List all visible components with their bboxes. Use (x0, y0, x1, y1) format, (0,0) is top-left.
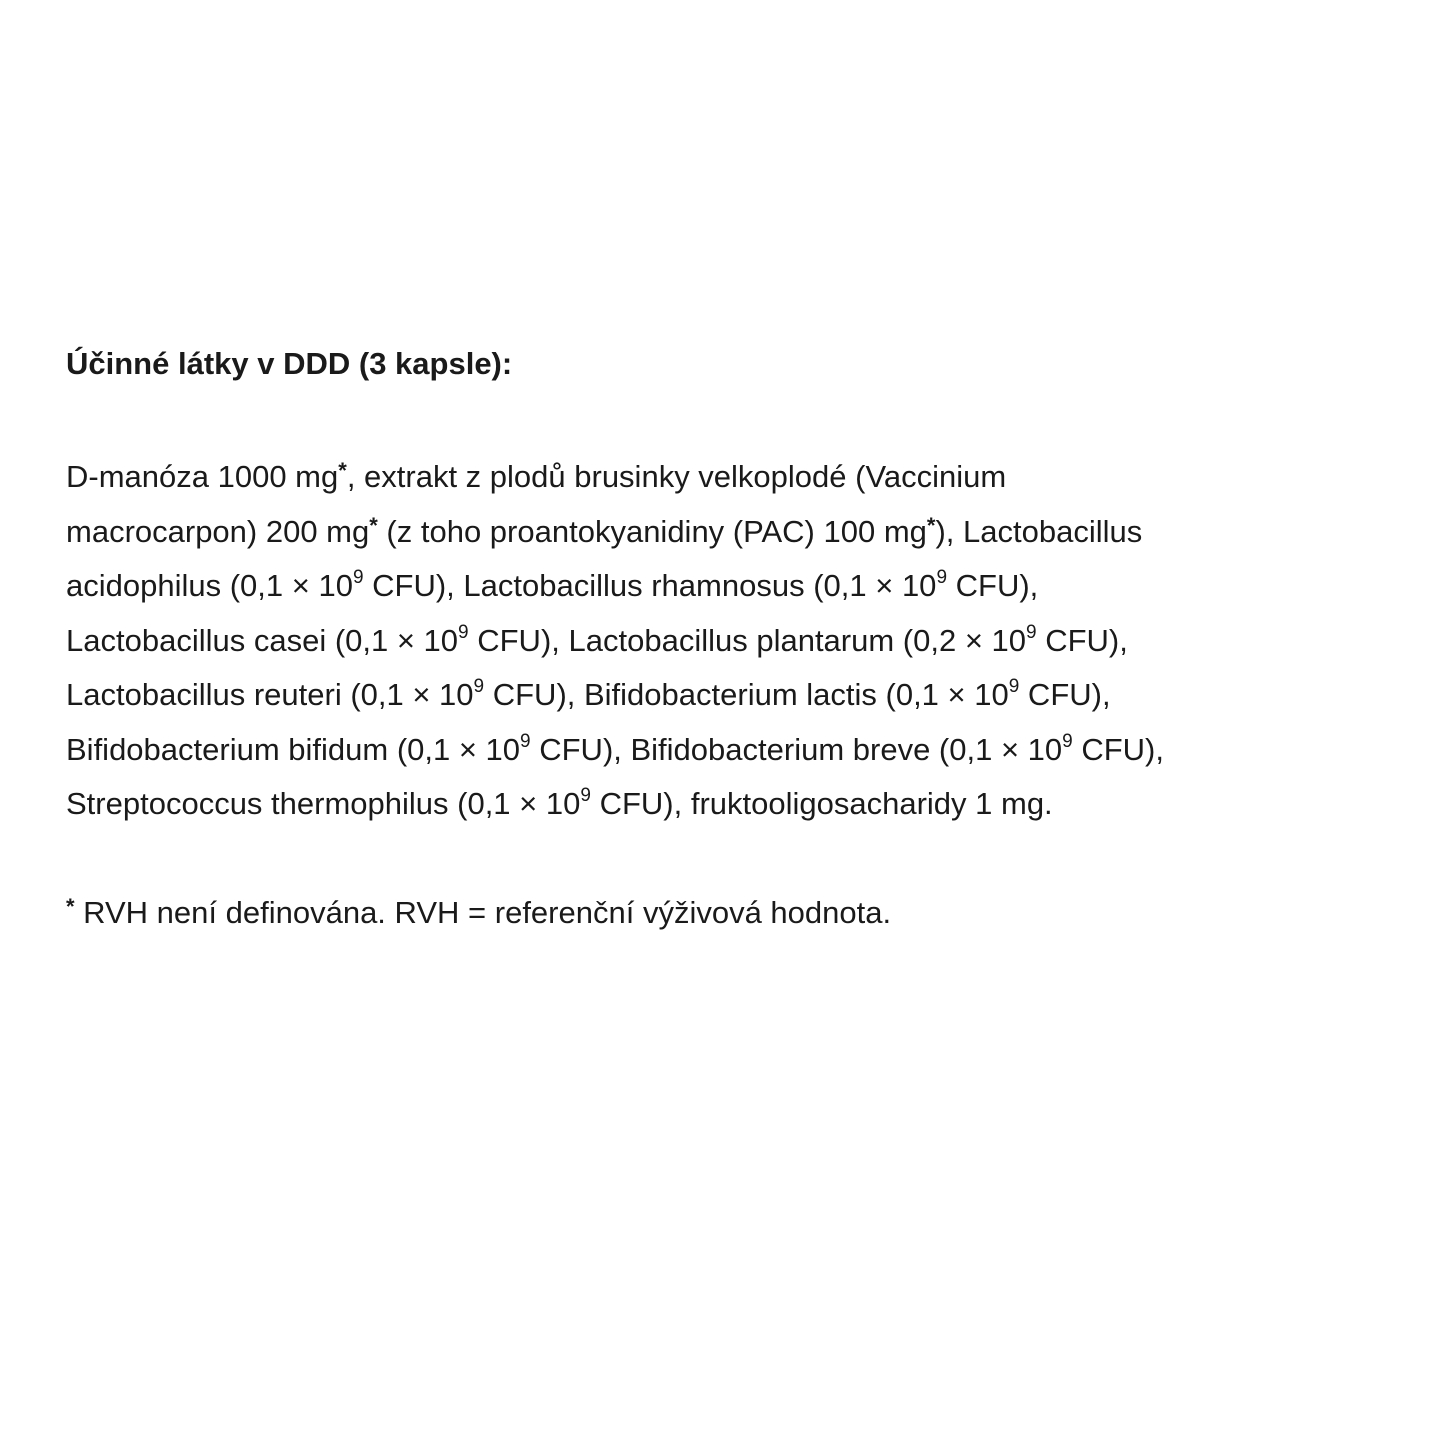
footnote-text: RVH není definována. RVH = referenční výživová hodnota. (74, 894, 892, 930)
asterisk-marker: * (926, 512, 936, 538)
exponent: 9 (1062, 730, 1073, 752)
ingredients-list (66, 450, 1396, 832)
ingredients-heading: Účinné látky v DDD (3 kapsle): (66, 346, 513, 381)
exponent: 9 (352, 567, 364, 588)
ingredient-text: , extrakt z plodů brusinky velkoplodé (Vaccinium (346, 459, 1007, 494)
footnote (66, 885, 1396, 941)
exponent: 9 (1008, 676, 1020, 697)
asterisk-marker: * (66, 893, 75, 919)
ingredient-text: Lactobacillus casei (0,1 × 10 (66, 622, 459, 658)
ingredient-text: D-manóza 1000 mg (66, 459, 339, 494)
ingredient-text: CFU), Lactobacillus rhamnosus (0,1 × 10 (363, 568, 937, 603)
ingredient-text: Bifidobacterium bifidum (0,1 × 10 (66, 731, 521, 767)
ingredient-text: acidophilus (0,1 × 10 (66, 568, 353, 603)
ingredient-text: Lactobacillus reuteri (0,1 × 10 (66, 677, 474, 712)
ingredients-line-2 (66, 505, 1396, 560)
exponent: 9 (520, 730, 531, 752)
ingredients-line-3 (66, 559, 1396, 614)
ingredients-line-1 (66, 450, 1396, 505)
exponent: 9 (473, 676, 485, 697)
exponent: 9 (1026, 621, 1037, 643)
ingredients-line-6 (66, 723, 1396, 778)
ingredient-text: Streptococcus thermophilus (0,1 × 10 (66, 786, 581, 821)
exponent: 9 (458, 621, 469, 643)
exponent: 9 (580, 785, 591, 806)
ingredient-text: CFU), fruktooligosacharidy 1 mg. (590, 786, 1053, 821)
ingredients-line-7 (66, 777, 1396, 832)
ingredient-text: CFU), (1072, 731, 1164, 767)
ingredient-text: CFU), (1019, 677, 1111, 712)
ingredients-line-5 (66, 668, 1396, 723)
asterisk-marker: * (338, 458, 347, 483)
ingredient-text: CFU), (1036, 622, 1128, 658)
ingredient-text: ), Lactobacillus (935, 513, 1143, 549)
ingredient-text: macrocarpon) 200 mg (66, 513, 370, 549)
ingredients-line-4 (66, 614, 1396, 669)
ingredients-panel (66, 336, 1396, 941)
ingredient-text: (z toho proantokyanidiny (PAC) 100 mg (377, 513, 927, 549)
ingredient-text: CFU), Bifidobacterium lactis (0,1 × 10 (484, 677, 1009, 712)
ingredient-text: CFU), (947, 568, 1039, 603)
asterisk-marker: * (369, 512, 378, 538)
exponent: 9 (936, 567, 948, 588)
ingredient-text: CFU), Bifidobacterium breve (0,1 × 10 (530, 731, 1063, 767)
ingredient-text: CFU), Lactobacillus plantarum (0,2 × 10 (468, 622, 1027, 658)
